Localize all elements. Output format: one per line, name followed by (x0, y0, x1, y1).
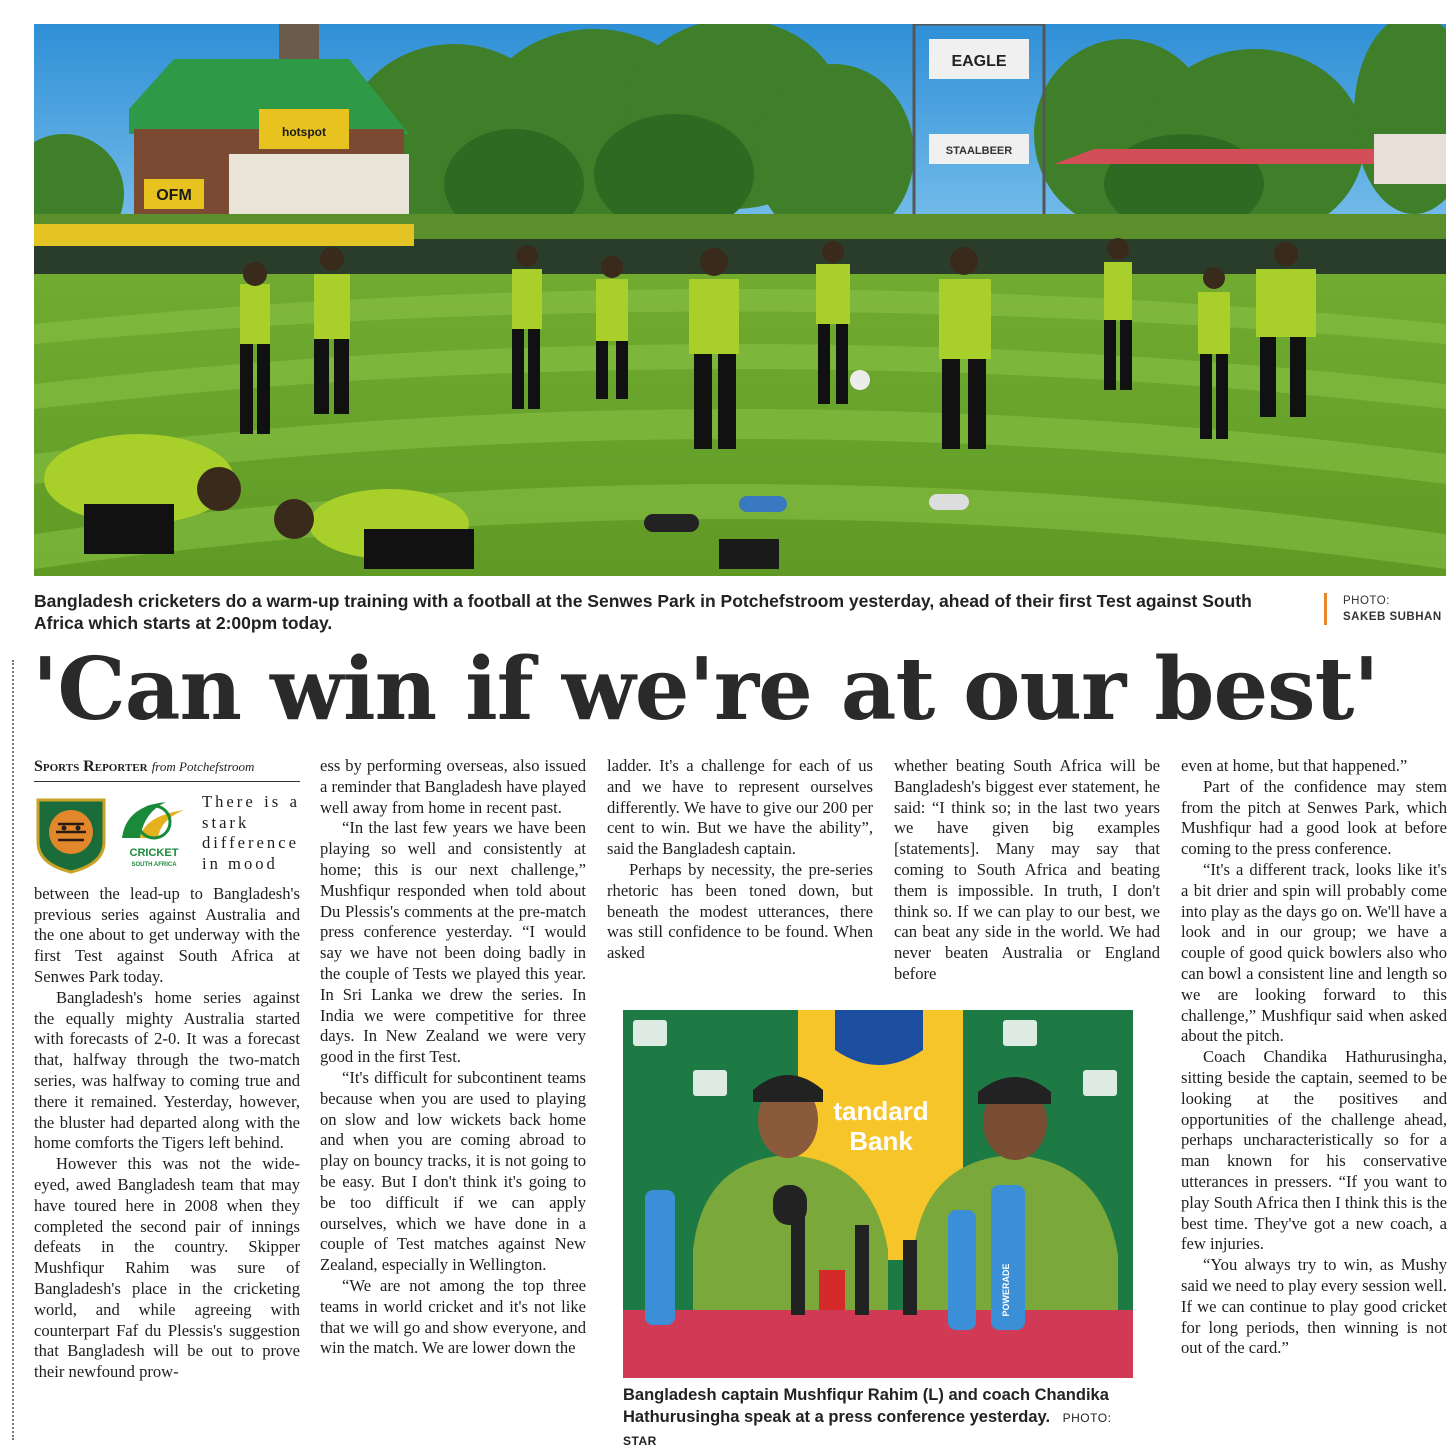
byline-location: from Potchefstroom (151, 759, 255, 774)
paragraph: Perhaps by necessity, the pre-series rhetoric has been toned down, but beneath the modest utterances, there was still confidence to be found. When asked (607, 859, 873, 963)
svg-text:STAALBEER: STAALBEER (945, 145, 1013, 157)
svg-text:POWERADE: POWERADE (1001, 1263, 1011, 1317)
inset-caption-text: Bangladesh captain Mushfiqur Rahim (L) and coach Chandika Hathurusingha speak at a press conference yesterday. (623, 1386, 1109, 1426)
warmup-photo (34, 24, 1446, 576)
svg-text:CRICKET: CRICKET (129, 846, 179, 859)
photo-credit-label: PHOTO: (1343, 595, 1390, 607)
photo-caption: Bangladesh cricketers do a warm-up training with a football at the Senwes Park in Potchefstroom yesterday, ahead of their first Test against South Africa which starts at 2:00pm today. (34, 591, 1252, 633)
svg-text:tandard: tandard (833, 1096, 929, 1126)
paragraph: However this was not the wide-eyed, awed Bangladesh team that may have toured here in 2008 when they completed the second pair of innings defeats in the country. Skipper Mushfiqur Rahim was sure of Bangladesh's place in the cricketing world, and while agreeing with counterpart Faf du Plessis's suggestion that Bangladesh will be out to prove their newfound prow- (34, 1154, 300, 1382)
paragraph: “It's difficult for subcontinent teams because when you are used to playing on slow and low wickets back home and when you are coming abroad to play on bouncy tracks, it is not going to be easy. But I don't think it's going to be too difficult if we can apply ourselves, which we have done in a couple of Test matches against New Zealand, especially in Wellington. (320, 1067, 586, 1275)
paragraph: Coach Chandika Hathurusingha, sitting beside the captain, seemed to be looking at the positives and opportunities of the challenge ahead, perhaps uncharacteristically so for a man known for his conservative utterances in pressers. “If you want to play South Africa then I think this is the best time. They've got a new coach, a few injuries. (1181, 1047, 1447, 1254)
football (850, 370, 870, 390)
press-conference-photo (623, 1010, 1133, 1378)
svg-text:Bank: Bank (849, 1126, 913, 1156)
article-column-2 (320, 756, 586, 1359)
paragraph: “You always try to win, as Mushy said we need to play every session well. If we can continue to play good cricket for long periods, then winning is not out of the card.” (1181, 1255, 1447, 1358)
logos (34, 792, 194, 884)
photo-credit (1324, 593, 1442, 625)
bangladesh-cricket-logo (34, 794, 108, 874)
article-column-5 (1181, 756, 1447, 1359)
svg-text:OFM: OFM (156, 187, 192, 204)
paragraph: whether beating South Africa will be Bangladesh's biggest ever statement, he said: “I think so; in the last two years we have given big examples [statements]. Many may say that coming to South Africa and beating them is impossible. In truth, I don't think so. If we can play to our best, we can beat any side in the world. We had never beaten Australia or England before (894, 756, 1160, 983)
paragraph: Part of the confidence may stem from the pitch at Senwes Park, which Mushfiqur had a good look at before coming to the press conference. (1181, 776, 1447, 859)
dotted-divider (12, 660, 14, 1440)
article-column-3 (607, 756, 873, 964)
paragraph: even at home, but that happened.” (1181, 756, 1408, 775)
paragraph: between the lead-up to Bangladesh's previous series against Australia and the one about to get underway with the first Test against South Africa at Senwes Park today. (34, 883, 300, 986)
paragraph: “In the last few years we have been playing so well and consistently at home; this is our next challenge,” Mushfiqur responded when told about Du Plessis's comments at the pre-match press conference yesterday. “I would say we have not been doing badly in the couple of Tests we played this year. In Sri Lanka we drew the series. In India we were competitive for three days. In New Zealand we were very good in the first Test. (320, 818, 586, 1067)
svg-text:EAGLE: EAGLE (951, 53, 1007, 70)
article-column-1 (34, 756, 300, 1383)
inset-photo-caption (623, 1384, 1143, 1452)
svg-text:hotspot: hotspot (282, 125, 326, 139)
photo-credit-name: SAKEB SUBHAN (1343, 611, 1442, 623)
article-column-4 (894, 756, 1160, 985)
svg-text:SOUTH AFRICA: SOUTH AFRICA (131, 861, 177, 868)
paragraph: “It's a different track, looks like it's a bit drier and spin will probably come into play as the days go on. We'll have a look and in our group; we have a couple of good quick bowlers also who can bowl a consistent line and length so we are looking forward to this challenge,” Mushfiqur said when asked about the pitch. (1181, 859, 1447, 1046)
paragraph: “We are not among the top three teams in world cricket and it's not like that we will go and show everyone, and win the match. We are lower down the (320, 1275, 586, 1358)
cricket-south-africa-logo (114, 794, 194, 874)
paragraph: ladder. It's a challenge for each of us and we have to represent ourselves differently. We have to give our 200 per cent to win. But we have the ability”, said the Bangladesh captain. (607, 756, 873, 859)
byline (34, 756, 300, 782)
headline: 'Can win if we're at our best' (32, 639, 1379, 740)
inset-credit-name: STAR (623, 1434, 657, 1448)
byline-reporter: Sports Reporter (34, 758, 148, 775)
inset-credit-label: PHOTO: (1062, 1411, 1112, 1425)
paragraph: ess by performing overseas, also issued a reminder that Bangladesh have played well away from home in recent past. (320, 756, 586, 817)
paragraph: Bangladesh's home series against the equally mighty Australia started with forecasts of 2-0. It was a forecast that, halfway through the two-match series, was halfway to coming true and there it remained. Yesterday, however, the bluster had departed along with the home comforts the Tigers left behind. (34, 987, 300, 1153)
lead-paragraph-start: There is a stark difference in mood (202, 791, 300, 874)
